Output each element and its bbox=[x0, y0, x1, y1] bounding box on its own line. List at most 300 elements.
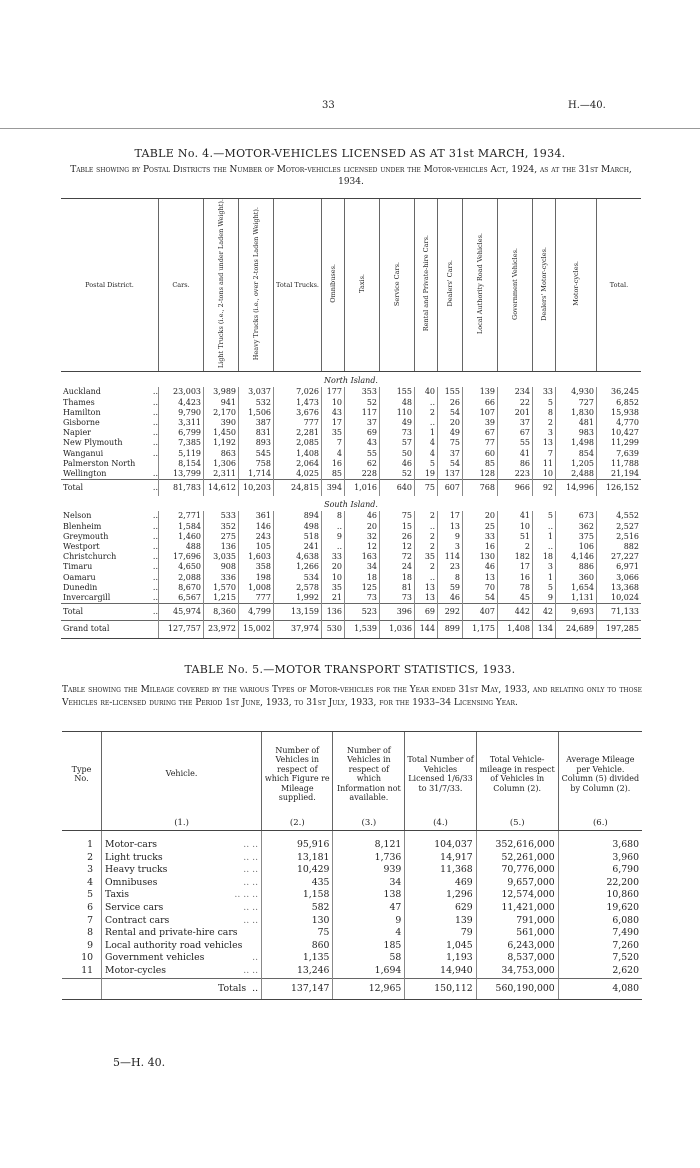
t5-colnum: (6.) bbox=[558, 816, 642, 831]
t5-totals-blank bbox=[62, 978, 102, 1000]
t5-value-cell: 352,616,000 bbox=[476, 839, 558, 852]
table5-title: TABLE No. 5.—MOTOR TRANSPORT STATISTICS, 1933. bbox=[184, 663, 516, 676]
t4-value-cell: 43 bbox=[345, 438, 380, 448]
t5-type-no: 11 bbox=[81, 964, 94, 976]
t5-value-cell: 582 bbox=[262, 902, 333, 915]
t4-district-name: Dunedin bbox=[63, 582, 98, 592]
t4-value-cell: 21,194 bbox=[597, 469, 642, 480]
t4-value-cell: 10 bbox=[322, 398, 345, 408]
t4-value-cell: 4 bbox=[415, 449, 438, 459]
t5-value-cell: 469 bbox=[405, 877, 476, 890]
t4-value-cell: 20 bbox=[322, 562, 345, 572]
t4-value-cell: 137 bbox=[438, 469, 463, 480]
table-row bbox=[62, 852, 642, 865]
t5-total-value: 4,080 bbox=[558, 978, 642, 1000]
t4-value-cell: 4 bbox=[415, 438, 438, 448]
t4-value-cell: 882 bbox=[597, 542, 642, 552]
t4-value-cell: 228 bbox=[345, 469, 380, 480]
table-row bbox=[62, 915, 642, 928]
t5-type-no: 5 bbox=[87, 889, 94, 901]
t4-district-name: Nelson bbox=[63, 511, 92, 521]
t5-col-total-licensed: Total Number of Vehicles Licensed 1/6/33 to 31/7/33. bbox=[405, 732, 476, 817]
t4-district-name: Timaru bbox=[63, 562, 93, 572]
t5-value-cell: 70,776,000 bbox=[476, 864, 558, 877]
t5-spacer-cell bbox=[558, 831, 642, 840]
t4-value-cell: 55 bbox=[345, 449, 380, 459]
t5-value-cell: 6,080 bbox=[558, 915, 642, 928]
t4-value-cell: 67 bbox=[463, 428, 498, 438]
t4-value-cell: 893 bbox=[239, 438, 274, 448]
t4-value-cell: .. bbox=[322, 522, 345, 532]
t5-leader-dots: .. .. bbox=[243, 839, 259, 850]
table-row bbox=[61, 542, 641, 552]
t5-value-cell: 7,490 bbox=[558, 927, 642, 940]
t5-col-vehicle: Vehicle. bbox=[102, 732, 262, 817]
table5-header-row bbox=[62, 732, 642, 817]
t4-value-cell: 73 bbox=[380, 428, 415, 438]
t4-value-cell: 41 bbox=[498, 511, 533, 521]
t5-value-cell: 47 bbox=[333, 902, 405, 915]
t4-value-cell: 4,552 bbox=[597, 511, 642, 521]
table-row bbox=[61, 522, 641, 532]
t4-col-local-authority: Local Authority Road Vehicles. bbox=[463, 199, 498, 372]
t4-value-cell: 23 bbox=[438, 562, 463, 572]
t4-value-cell: 10 bbox=[498, 522, 533, 532]
t5-value-cell: 2,620 bbox=[558, 965, 642, 978]
t4-value-cell: 1 bbox=[533, 532, 556, 542]
t5-value-cell: 10,860 bbox=[558, 889, 642, 902]
t4-district-name: Palmerston North bbox=[63, 458, 136, 468]
t4-value-cell: 1,450 bbox=[204, 428, 239, 438]
t4-value-cell: 177 bbox=[322, 387, 345, 397]
t4-value-cell: 2,281 bbox=[274, 428, 322, 438]
t4-value-cell: 46 bbox=[345, 511, 380, 521]
t4-value-cell: 66 bbox=[463, 398, 498, 408]
t4-value-cell: 59 bbox=[438, 583, 463, 593]
t4-value-cell: 81,783 bbox=[159, 480, 204, 497]
t5-type-no: 1 bbox=[87, 839, 94, 850]
t4-value-cell: 8,154 bbox=[159, 459, 204, 469]
header-rule bbox=[0, 128, 700, 129]
t4-value-cell: 353 bbox=[345, 387, 380, 397]
t5-value-cell: 34 bbox=[333, 877, 405, 890]
t4-value-cell: 6,971 bbox=[597, 562, 642, 572]
t4-value-cell: 14,996 bbox=[556, 480, 597, 497]
t4-value-cell: 5 bbox=[533, 583, 556, 593]
t4-value-cell: 1,473 bbox=[274, 398, 322, 408]
t5-vehicle-cell bbox=[102, 915, 262, 928]
t4-col-cars: Cars. bbox=[159, 199, 204, 372]
t5-type-no: 7 bbox=[87, 914, 94, 926]
t4-value-cell: 75 bbox=[415, 480, 438, 497]
t4-value-cell: 144 bbox=[415, 621, 438, 638]
t4-value-cell: 146 bbox=[239, 522, 274, 532]
t4-value-cell: 13,799 bbox=[159, 469, 204, 480]
t4-value-cell: 1,408 bbox=[498, 621, 533, 638]
t4-value-cell: 70 bbox=[463, 583, 498, 593]
t4-value-cell: 136 bbox=[204, 542, 239, 552]
t5-total-value: 150,112 bbox=[405, 978, 476, 1000]
t4-value-cell: 15,002 bbox=[239, 621, 274, 638]
t4-leader-dots: .. bbox=[152, 593, 158, 602]
t4-value-cell: 17 bbox=[438, 511, 463, 521]
t5-value-cell: 9 bbox=[333, 915, 405, 928]
t5-colnum: (3.) bbox=[333, 816, 405, 831]
t5-vehicle-cell bbox=[102, 852, 262, 865]
t4-col-government: Government Vehicles. bbox=[498, 199, 533, 372]
t5-value-cell: 629 bbox=[405, 902, 476, 915]
t5-value-cell: 58 bbox=[333, 952, 405, 965]
t4-value-cell: 19 bbox=[415, 469, 438, 480]
t4-value-cell: 2,311 bbox=[204, 469, 239, 480]
t4-value-cell: 24 bbox=[380, 562, 415, 572]
t4-value-cell: 23,972 bbox=[204, 621, 239, 638]
t4-value-cell: 8,360 bbox=[204, 604, 239, 621]
t4-value-cell: 640 bbox=[380, 480, 415, 497]
t5-value-cell: 138 bbox=[333, 889, 405, 902]
t5-colnum: (5.) bbox=[476, 816, 558, 831]
t4-leader-dots: .. bbox=[152, 397, 158, 407]
table4-header-row bbox=[61, 199, 641, 372]
t4-district-name: Blenheim bbox=[63, 521, 102, 531]
t4-value-cell: 1,008 bbox=[239, 583, 274, 593]
t5-total-value: 560,190,000 bbox=[476, 978, 558, 1000]
t5-colnum: (4.) bbox=[405, 816, 476, 831]
t4-value-cell: 26 bbox=[438, 398, 463, 408]
t5-col-type-no: Type No. bbox=[62, 732, 102, 817]
t4-leader-dots: .. bbox=[152, 511, 158, 521]
t5-vehicle-name: Local authority road vehicles bbox=[105, 939, 243, 951]
t4-value-cell: .. bbox=[415, 398, 438, 408]
t4-value-cell: 20 bbox=[463, 511, 498, 521]
t4-value-cell: 105 bbox=[239, 542, 274, 552]
t4-value-cell: 13 bbox=[415, 593, 438, 604]
t4-value-cell: .. bbox=[415, 418, 438, 428]
t4-district-name: Thames bbox=[63, 397, 95, 407]
t5-value-cell: 939 bbox=[333, 864, 405, 877]
t4-value-cell: 966 bbox=[498, 480, 533, 497]
t4-value-cell: 69 bbox=[345, 428, 380, 438]
t4-value-cell: 387 bbox=[239, 418, 274, 428]
t4-value-cell: 4,146 bbox=[556, 552, 597, 562]
t4-value-cell: 72 bbox=[380, 552, 415, 562]
t4-col-motorcycles: Motor-cycles. bbox=[556, 199, 597, 372]
t4-value-cell: 14,612 bbox=[204, 480, 239, 497]
t4-value-cell: 1 bbox=[533, 573, 556, 583]
t4-value-cell: 336 bbox=[204, 573, 239, 583]
t5-vehicle-cell bbox=[102, 902, 262, 915]
t5-value-cell: 8,537,000 bbox=[476, 952, 558, 965]
t4-value-cell: 125 bbox=[345, 583, 380, 593]
t4-value-cell: 223 bbox=[498, 469, 533, 480]
t5-value-cell: 1,736 bbox=[333, 852, 405, 865]
t4-value-cell: 37 bbox=[498, 418, 533, 428]
t4-value-cell: 73 bbox=[380, 593, 415, 604]
t4-value-cell: 2,771 bbox=[159, 511, 204, 521]
t4-col-postal-district: Postal District. bbox=[61, 199, 159, 372]
t4-value-cell: 6,567 bbox=[159, 593, 204, 604]
t4-value-cell: 2,488 bbox=[556, 469, 597, 480]
t4-district-name: Grand total bbox=[61, 621, 144, 638]
t4-value-cell: 13,159 bbox=[274, 604, 322, 621]
t4-value-cell: 51 bbox=[498, 532, 533, 542]
t4-leader-dots bbox=[144, 621, 159, 638]
t5-value-cell: 7,260 bbox=[558, 940, 642, 953]
t4-value-cell: 1 bbox=[415, 428, 438, 438]
t4-value-cell: 13,368 bbox=[597, 583, 642, 593]
t4-value-cell: 198 bbox=[239, 573, 274, 583]
t4-leader-dots: .. bbox=[152, 531, 158, 541]
t4-value-cell: 2 bbox=[533, 418, 556, 428]
t4-value-cell: 1,992 bbox=[274, 593, 322, 604]
t5-vehicle-name: Light trucks bbox=[105, 851, 163, 863]
t4-value-cell: 67 bbox=[498, 428, 533, 438]
t4-value-cell: 8 bbox=[322, 511, 345, 521]
t4-value-cell: 34 bbox=[345, 562, 380, 572]
t4-grand-total-row bbox=[61, 621, 641, 638]
t4-district-name: Total bbox=[61, 604, 144, 621]
t5-value-cell: 79 bbox=[405, 927, 476, 940]
t4-value-cell: 25 bbox=[463, 522, 498, 532]
t4-value-cell: 1,654 bbox=[556, 583, 597, 593]
t4-leader-dots bbox=[144, 459, 159, 469]
t4-value-cell: 3,989 bbox=[204, 387, 239, 397]
t4-value-cell: 3,311 bbox=[159, 418, 204, 428]
t4-value-cell: 35 bbox=[322, 428, 345, 438]
t4-value-cell: 518 bbox=[274, 532, 322, 542]
t4-value-cell: 15 bbox=[380, 522, 415, 532]
t4-value-cell: 41 bbox=[498, 449, 533, 459]
t4-value-cell: 45,974 bbox=[159, 604, 204, 621]
t4-value-cell: 55 bbox=[498, 438, 533, 448]
t5-value-cell: 1,193 bbox=[405, 952, 476, 965]
t4-value-cell: 533 bbox=[204, 511, 239, 521]
t5-value-cell: 1,296 bbox=[405, 889, 476, 902]
t5-value-cell: 10,429 bbox=[262, 864, 333, 877]
t4-value-cell: 37,974 bbox=[274, 621, 322, 638]
t5-type-no: 10 bbox=[81, 952, 94, 964]
table-row bbox=[61, 552, 641, 562]
t4-value-cell: 4,650 bbox=[159, 562, 204, 572]
t5-vehicle-cell bbox=[102, 965, 262, 978]
t4-value-cell: 1,205 bbox=[556, 459, 597, 469]
t4-value-cell: 362 bbox=[556, 522, 597, 532]
t4-value-cell: 46 bbox=[463, 562, 498, 572]
t4-leader-dots: .. bbox=[144, 604, 159, 621]
t4-value-cell: 33 bbox=[322, 552, 345, 562]
t4-value-cell: 673 bbox=[556, 511, 597, 521]
t4-value-cell: 10,427 bbox=[597, 428, 642, 438]
t5-value-cell: 185 bbox=[333, 940, 405, 953]
t4-value-cell: 52 bbox=[380, 469, 415, 480]
t4-value-cell: 33 bbox=[463, 532, 498, 542]
table-row bbox=[61, 398, 641, 408]
table4-body bbox=[61, 372, 641, 638]
t4-value-cell: 4,423 bbox=[159, 398, 204, 408]
t4-value-cell: 908 bbox=[204, 562, 239, 572]
t4-value-cell: 3 bbox=[533, 562, 556, 572]
t4-value-cell: 607 bbox=[438, 480, 463, 497]
t5-leader-dots: .. .. bbox=[243, 876, 259, 888]
t4-value-cell: 9 bbox=[322, 532, 345, 542]
t4-value-cell: 106 bbox=[556, 542, 597, 552]
t5-value-cell: 52,261,000 bbox=[476, 852, 558, 865]
t5-vehicle-name: Government vehicles bbox=[105, 952, 205, 964]
t4-value-cell: 15,938 bbox=[597, 408, 642, 418]
t4-value-cell: 2 bbox=[415, 532, 438, 542]
t4-district-name: Gisborne bbox=[63, 417, 100, 427]
t4-value-cell: 6,852 bbox=[597, 398, 642, 408]
t4-leader-dots: .. bbox=[144, 480, 159, 497]
t4-value-cell: 26 bbox=[380, 532, 415, 542]
t4-value-cell: 130 bbox=[463, 552, 498, 562]
t4-leader-dots: .. bbox=[152, 572, 158, 582]
t5-colnum: (1.) bbox=[102, 816, 262, 831]
t4-value-cell: 126,152 bbox=[597, 480, 642, 497]
t4-north-island-row bbox=[61, 372, 641, 388]
document-reference: H.—40. bbox=[568, 100, 606, 111]
t4-value-cell: 75 bbox=[438, 438, 463, 448]
t4-value-cell: 4,025 bbox=[274, 469, 322, 480]
t5-total-value: 137,147 bbox=[262, 978, 333, 1000]
t4-value-cell: 407 bbox=[463, 604, 498, 621]
t4-value-cell: 3,676 bbox=[274, 408, 322, 418]
t4-value-cell: 1,175 bbox=[463, 621, 498, 638]
table4-subtitle: Table showing by Postal Districts the Number of Motor-vehicles licensed under the Motor-vehicles Act, 1924, as at the 31st March, 1934. bbox=[70, 165, 632, 187]
t5-vehicle-cell bbox=[102, 839, 262, 852]
t4-value-cell: 85 bbox=[463, 459, 498, 469]
t4-col-light-trucks: Light Trucks (i.e., 2-tons and under Laden Weight). bbox=[204, 199, 239, 372]
t4-value-cell: 275 bbox=[204, 532, 239, 542]
t4-value-cell: 13 bbox=[533, 438, 556, 448]
t5-vehicle-name: Motor-cycles bbox=[105, 964, 166, 976]
t5-type-no: 8 bbox=[87, 927, 94, 939]
t4-value-cell: 854 bbox=[556, 449, 597, 459]
t4-leader-dots: .. bbox=[152, 438, 158, 448]
t4-south-island-row bbox=[61, 496, 641, 511]
table-row bbox=[61, 573, 641, 583]
t5-value-cell: 1,045 bbox=[405, 940, 476, 953]
t5-vehicle-name: Taxis bbox=[105, 889, 130, 901]
table-row bbox=[61, 428, 641, 438]
t4-value-cell: 758 bbox=[239, 459, 274, 469]
t4-value-cell: 488 bbox=[159, 542, 204, 552]
t4-value-cell: 1,408 bbox=[274, 449, 322, 459]
table5-column-numbers bbox=[62, 816, 642, 831]
table-row bbox=[61, 459, 641, 469]
table-row bbox=[62, 839, 642, 852]
t4-north-total-row bbox=[61, 480, 641, 497]
t5-value-cell: 95,916 bbox=[262, 839, 333, 852]
t4-col-taxis: Taxis. bbox=[345, 199, 380, 372]
table-row bbox=[61, 408, 641, 418]
t4-value-cell: 107 bbox=[463, 408, 498, 418]
t5-value-cell: 3,960 bbox=[558, 852, 642, 865]
t4-leader-dots: .. bbox=[152, 541, 158, 551]
t4-value-cell: 1,131 bbox=[556, 593, 597, 604]
t4-value-cell: 16 bbox=[463, 542, 498, 552]
t4-value-cell: 768 bbox=[463, 480, 498, 497]
t5-value-cell: 104,037 bbox=[405, 839, 476, 852]
table-row bbox=[62, 902, 642, 915]
t4-col-dealers-motorcycles: Dealers' Motor-cycles. bbox=[533, 199, 556, 372]
t5-value-cell: 6,243,000 bbox=[476, 940, 558, 953]
t4-value-cell: 81 bbox=[380, 583, 415, 593]
t5-vehicle-name: Contract cars bbox=[105, 914, 170, 926]
t4-value-cell: 777 bbox=[274, 418, 322, 428]
t5-value-cell: 435 bbox=[262, 877, 333, 890]
t4-value-cell: 73 bbox=[345, 593, 380, 604]
t4-value-cell: 52 bbox=[345, 398, 380, 408]
t4-value-cell: 4,770 bbox=[597, 418, 642, 428]
t4-value-cell: 1,570 bbox=[204, 583, 239, 593]
t4-value-cell: 390 bbox=[204, 418, 239, 428]
t4-value-cell: 9 bbox=[533, 593, 556, 604]
t4-value-cell: 163 bbox=[345, 552, 380, 562]
t4-value-cell: 11,299 bbox=[597, 438, 642, 448]
t5-vehicle-cell bbox=[102, 877, 262, 890]
t4-value-cell: 8,670 bbox=[159, 583, 204, 593]
t5-spacer-cell bbox=[262, 831, 333, 840]
t4-value-cell: .. bbox=[533, 522, 556, 532]
t5-value-cell: 130 bbox=[262, 915, 333, 928]
t4-value-cell: 24,815 bbox=[274, 480, 322, 497]
t4-value-cell: 352 bbox=[204, 522, 239, 532]
t5-spacer-cell bbox=[405, 831, 476, 840]
t5-leader-dots: .. bbox=[252, 952, 259, 964]
t5-colnum bbox=[62, 816, 102, 831]
t4-value-cell: 21 bbox=[322, 593, 345, 604]
t4-value-cell: 863 bbox=[204, 449, 239, 459]
t4-value-cell: 1,036 bbox=[380, 621, 415, 638]
t4-value-cell: 155 bbox=[380, 387, 415, 397]
t4-district-name: Invercargill bbox=[63, 593, 111, 602]
t5-spacer-cell bbox=[62, 831, 102, 840]
t5-value-cell: 34,753,000 bbox=[476, 965, 558, 978]
t4-district-name: Hamilton bbox=[63, 407, 101, 417]
t5-vehicle-name: Rental and private-hire cars bbox=[105, 927, 238, 939]
t5-value-cell: 22,200 bbox=[558, 877, 642, 890]
t4-value-cell: 5 bbox=[415, 459, 438, 469]
t4-value-cell: 114 bbox=[438, 552, 463, 562]
t4-value-cell: 18 bbox=[533, 552, 556, 562]
t4-value-cell: 35 bbox=[415, 552, 438, 562]
t4-value-cell: 886 bbox=[556, 562, 597, 572]
t4-district-name: Greymouth bbox=[63, 531, 109, 541]
table-row bbox=[61, 438, 641, 448]
t4-value-cell: 13 bbox=[438, 522, 463, 532]
t4-value-cell: 4,638 bbox=[274, 552, 322, 562]
table-row bbox=[62, 940, 642, 953]
t5-leader-dots: .. bbox=[252, 982, 259, 994]
t4-value-cell: 2 bbox=[415, 562, 438, 572]
t5-totals-label-cell bbox=[102, 978, 262, 1000]
t5-type-no: 2 bbox=[87, 851, 94, 863]
t4-value-cell: 86 bbox=[498, 459, 533, 469]
t4-value-cell: 5 bbox=[533, 511, 556, 521]
t5-vehicle-cell bbox=[102, 927, 262, 940]
t5-vehicle-cell bbox=[102, 940, 262, 953]
t4-value-cell: 498 bbox=[274, 522, 322, 532]
t4-value-cell: 62 bbox=[345, 459, 380, 469]
t4-district-name: Napier bbox=[63, 428, 92, 438]
table5-body bbox=[62, 831, 642, 1000]
t4-value-cell: 481 bbox=[556, 418, 597, 428]
t4-value-cell: 234 bbox=[498, 387, 533, 397]
table-row bbox=[61, 418, 641, 428]
t4-col-rental-cars: Rental and Private-hire Cars. bbox=[415, 199, 438, 372]
t4-value-cell: 1,460 bbox=[159, 532, 204, 542]
